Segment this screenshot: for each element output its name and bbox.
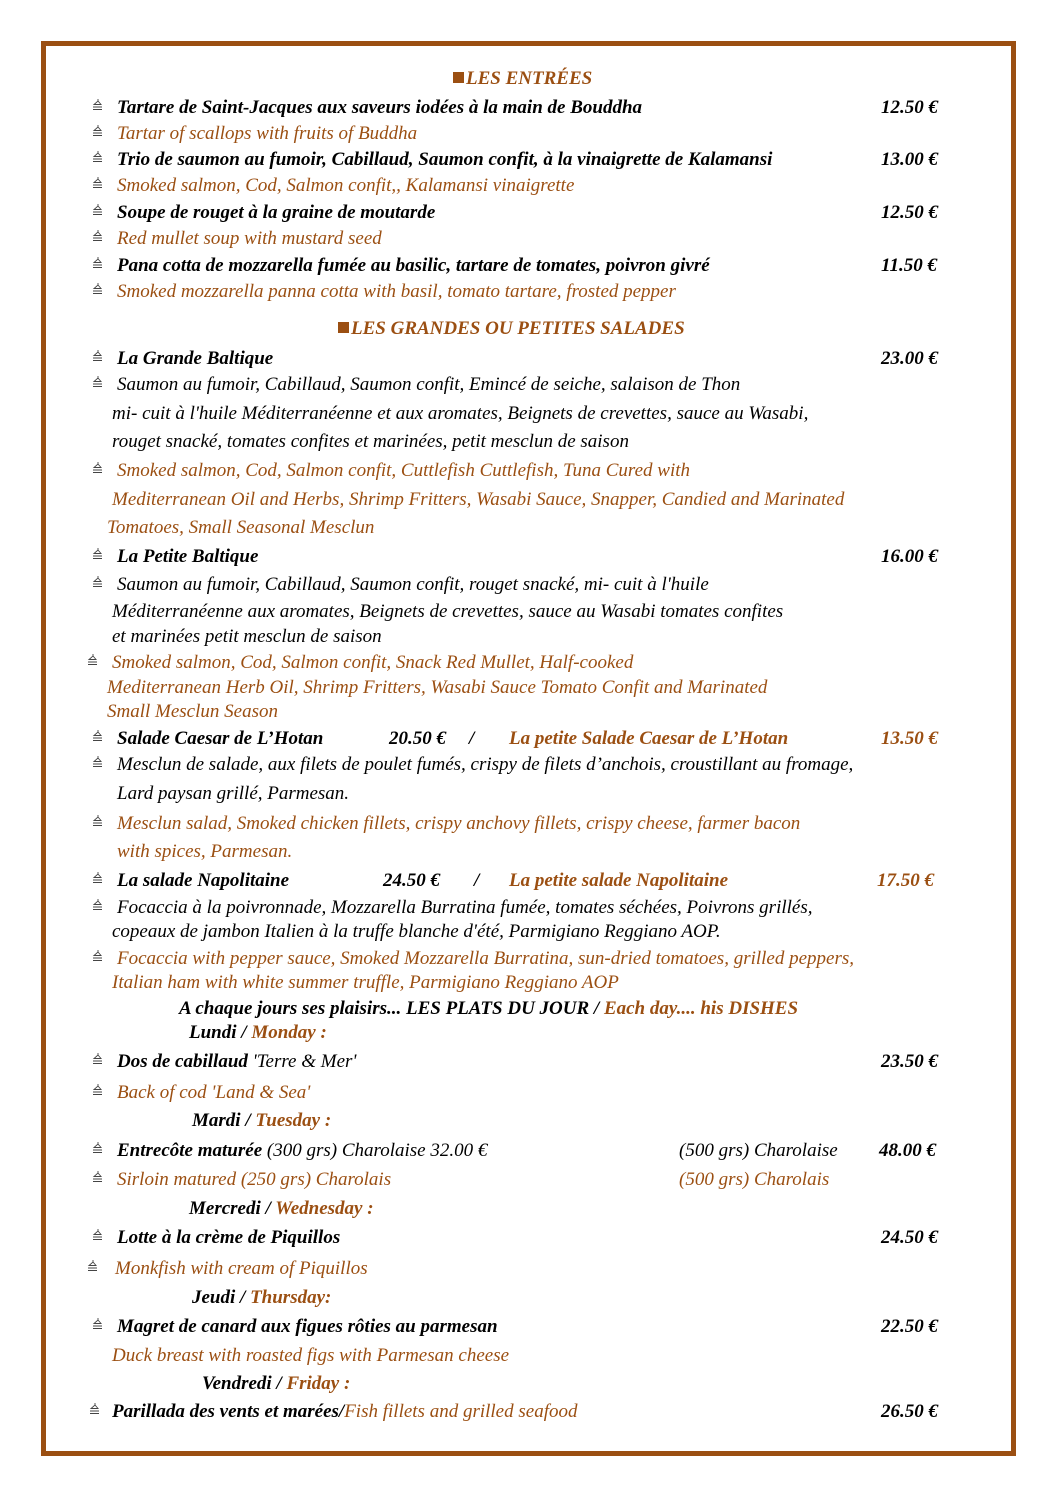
petite-baltique-fr-3: et marinées petit mesclun de saison [112,626,382,647]
utensils-icon [91,575,104,588]
mardi-price: 48.00 € [879,1140,936,1161]
utensils-icon [91,1170,104,1183]
square-bullet-icon [338,322,349,333]
napolitaine-fr-2: copeaux de jambon Italien à la truffe blanche d'été, Parmigiano Reggiano AOP. [112,921,721,942]
mercredi-en-dish: Monkfish with cream of Piquillos [115,1258,368,1279]
plats-du-jour-header: A chaque jours ses plaisirs... LES PLATS DU JOUR / Each day.... his DISHES [179,998,799,1019]
grande-baltique-fr-2: mi- cuit à l'huile Méditerranéenne et aux aromates, Beignets de crevettes, sauce au Wasabi, [112,403,809,424]
utensils-icon [91,229,104,242]
petite-baltique-price: 16.00 € [881,546,938,567]
mercredi-dish: Lotte à la crème de Piquillos [117,1227,341,1248]
entree-2-fr: Trio de saumon au fumoir, Cabillaud, Saumon confit, à la vinaigrette de Kalamansi [117,149,773,170]
entree-4-price: 11.50 € [881,255,937,276]
grande-baltique-fr-1: Saumon au fumoir, Cabillaud, Saumon confit, Emincé de seiche, salaison de Thon [117,374,741,395]
utensils-icon [91,1052,104,1065]
petite-baltique-en-1: Smoked salmon, Cod, Salmon confit, Snack Red Mullet, Half-cooked [112,652,634,673]
day-mardi: Mardi / Tuesday : [192,1110,332,1131]
utensils-icon [91,814,104,827]
grande-baltique-en-3: Tomatoes, Small Seasonal Mesclun [107,517,375,538]
mardi-dish-2: (500 grs) Charolaise [679,1140,838,1161]
napolitaine-small-name: La petite salade Napolitaine [509,870,729,891]
grande-baltique-name: La Grande Baltique [117,348,274,369]
utensils-icon [86,1259,99,1272]
caesar-small-price: 13.50 € [881,728,938,749]
caesar-slash: / [469,728,475,749]
square-bullet-icon [453,72,464,83]
lundi-en-dish: Back of cod 'Land & Sea' [117,1082,311,1103]
napolitaine-en-1: Focaccia with pepper sauce, Smoked Mozzarella Burratina, sun-dried tomatoes, grilled peppers, [117,948,855,969]
caesar-en-1: Mesclun salad, Smoked chicken fillets, crispy anchovy fillets, crispy cheese, farmer bacon [117,813,801,834]
grande-baltique-en-1: Smoked salmon, Cod, Salmon confit, Cuttlefish Cuttlefish, Tuna Cured with [117,460,691,481]
day-vendredi: Vendredi / Friday : [202,1373,351,1394]
day-lundi: Lundi / Monday : [189,1022,327,1043]
mardi-en-dish: Sirloin matured (250 grs) Charolais [117,1169,392,1190]
utensils-icon [91,98,104,111]
entree-1-en: Tartar of scallops with fruits of Buddha [117,123,418,144]
utensils-icon [91,349,104,362]
utensils-icon [91,461,104,474]
utensils-icon [91,1228,104,1241]
jeudi-dish: Magret de canard aux figues rôties au parmesan [117,1316,498,1337]
napolitaine-name: La salade Napolitaine [117,870,290,891]
entree-3-price: 12.50 € [881,202,938,223]
entree-2-price: 13.00 € [881,149,938,170]
mercredi-price: 24.50 € [881,1227,938,1248]
napolitaine-price: 24.50 € [383,870,440,891]
day-jeudi: Jeudi / Thursday: [192,1287,332,1308]
utensils-icon [88,1402,101,1415]
vendredi-price: 26.50 € [881,1401,938,1422]
utensils-icon [91,898,104,911]
petite-baltique-name: La Petite Baltique [117,546,259,567]
jeudi-en-dish: Duck breast with roasted figs with Parmesan cheese [112,1345,510,1366]
utensils-icon [91,1083,104,1096]
utensils-icon [91,203,104,216]
caesar-fr-1: Mesclun de salade, aux filets de poulet fumés, crispy de filets d’anchois, croustillant au fromage, [117,754,854,775]
utensils-icon [91,176,104,189]
utensils-icon [91,282,104,295]
grande-baltique-price: 23.00 € [881,348,938,369]
utensils-icon [91,256,104,269]
entree-3-en: Red mullet soup with mustard seed [117,228,382,249]
caesar-name: Salade Caesar de L’Hotan [117,728,324,749]
entree-2-en: Smoked salmon, Cod, Salmon confit,, Kalamansi vinaigrette [117,175,575,196]
caesar-fr-2: Lard paysan grillé, Parmesan. [117,783,350,804]
napolitaine-en-2: Italian ham with white summer truffle, Parmigiano Reggiano AOP [112,972,619,993]
utensils-icon [91,547,104,560]
utensils-icon [91,871,104,884]
jeudi-price: 22.50 € [881,1316,938,1337]
entree-3-fr: Soupe de rouget à la graine de moutarde [117,202,436,223]
caesar-price: 20.50 € [389,728,446,749]
mardi-en-dish-2: (500 grs) Charolais [679,1169,830,1190]
section-title-entrees: LES ENTRÉES [453,68,592,90]
petite-baltique-fr-2: Méditerranéenne aux aromates, Beignets de crevettes, sauce au Wasabi tomates confites [112,601,784,622]
petite-baltique-en-3: Small Mesclun Season [107,701,278,722]
entree-4-en: Smoked mozzarella panna cotta with basil, tomato tartare, frosted pepper [117,281,676,302]
utensils-icon [91,375,104,388]
lundi-dish: Dos de cabillaud 'Terre & Mer' [117,1051,357,1072]
napolitaine-fr-1: Focaccia à la poivronnade, Mozzarella Burratina fumée, tomates séchées, Poivrons grillés, [117,897,813,918]
entree-4-fr: Pana cotta de mozzarella fumée au basilic, tartare de tomates, poivron givré [117,255,710,276]
caesar-en-2: with spices, Parmesan. [117,841,293,862]
utensils-icon [91,150,104,163]
petite-baltique-en-2: Mediterranean Herb Oil, Shrimp Fritters, Wasabi Sauce Tomato Confit and Marinated [107,677,768,698]
petite-baltique-fr-1: Saumon au fumoir, Cabillaud, Saumon confit, rouget snacké, mi- cuit à l'huile [117,574,709,595]
mardi-dish: Entrecôte maturée (300 grs) Charolaise 32.00 € [117,1140,488,1161]
utensils-icon [91,1141,104,1154]
vendredi-dish: Parillada des vents et marées/Fish fillets and grilled seafood [112,1401,578,1422]
utensils-icon [91,1317,104,1330]
entree-1-fr: Tartare de Saint-Jacques aux saveurs iodées à la main de Bouddha [117,97,643,118]
grande-baltique-fr-3: rouget snacké, tomates confites et marinées, petit mesclun de saison [112,431,629,452]
utensils-icon [91,949,104,962]
entree-1-price: 12.50 € [881,97,938,118]
day-mercredi: Mercredi / Wednesday : [189,1198,374,1219]
napolitaine-slash: / [474,870,480,891]
utensils-icon [91,755,104,768]
utensils-icon [91,124,104,137]
caesar-small-name: La petite Salade Caesar de L’Hotan [509,728,789,749]
grande-baltique-en-2: Mediterranean Oil and Herbs, Shrimp Fritters, Wasabi Sauce, Snapper, Candied and Marinated [112,489,845,510]
lundi-price: 23.50 € [881,1051,938,1072]
utensils-icon [86,653,99,666]
section-title-salades: LES GRANDES OU PETITES SALADES [338,318,685,340]
napolitaine-small-price: 17.50 € [877,870,934,891]
utensils-icon [91,729,104,742]
